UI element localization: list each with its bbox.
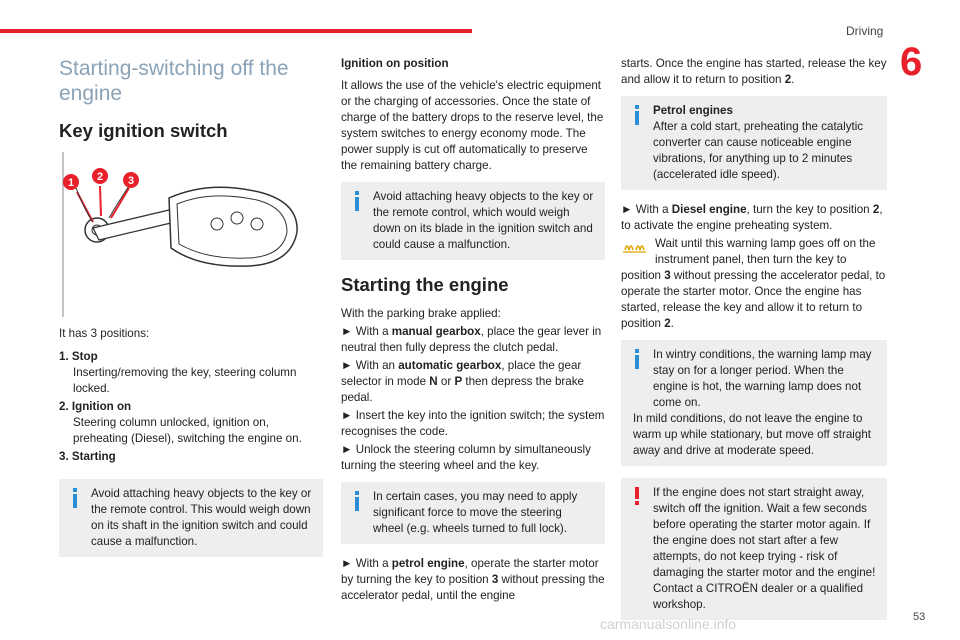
warning-text: If the engine does not start straight away, switch off the ignition. Wait a few seconds before operating the starter motor again. If the engine does not start after a few attempts, do not keep trying - risk of damaging the starter motor and the engine! Contact a CITROËN dealer or a qualified workshop. [653,486,876,611]
position-number: 1. [59,350,69,363]
chapter-number: 6 [900,40,923,84]
warning-note [621,478,887,620]
marker-2-label: 2 [96,171,104,183]
petrol-continued: starts. Once the engine has started, release the key and allow it to return to position 2. [621,57,887,86]
info-note [341,182,605,260]
info-icon [634,105,641,125]
positions-list [59,349,323,465]
page-number: 53 [913,611,926,623]
key-ignition-diagram [59,152,323,322]
note-text: Avoid attaching heavy objects to the key or the remote control. This would weigh down on its shaft in the ignition switch and could cause a malfunction. [91,487,312,548]
step-unlock-column: ► Unlock the steering column by simultaneously turning the steering wheel and the key. [341,443,591,472]
info-icon [354,191,361,211]
note-text: In certain cases, you may need to apply significant force to move the steering wheel (e.g. wheels turned to full lock). [373,490,578,535]
info-note [341,482,605,544]
note-text-mild: In mild conditions, do not leave the engine to warm up while stationary, but move off straight away and drive at moderate speed. [633,412,871,457]
position-title: Ignition on [71,400,132,413]
position-item [59,449,323,465]
position-title: Starting [71,450,116,463]
section-title: Starting-switching off the engine [59,57,289,105]
key-illustration [59,152,323,322]
info-note-winter [621,340,887,466]
info-icon [354,491,361,511]
step-manual: ► With a manual gearbox, place the gear lever in neutral then fully depress the clutch pedal. [341,325,602,354]
info-note [59,479,323,557]
info-icon [72,488,79,508]
note-text: After a cold start, preheating the catalytic converter can cause noticeable engine vibrations, for anything up to 2 minutes (accelerated idle speed). [653,120,864,181]
marker-1-label: 1 [67,177,75,189]
watermark: carmanualsonline.info [600,616,737,632]
ignition-on-title: Ignition on position [341,57,449,70]
diesel-wait-text: Wait until this warning lamp goes off on the instrument panel, then turn the key to position 3 without pressing the accelerator pedal, to operate the starter motor. Once the engine has started, release the key and allow it to return to position 2. [621,237,886,330]
position-title: Stop [71,350,98,363]
warning-icon [634,487,641,507]
step-diesel: ► With a Diesel engine, turn the key to position 2, to activate the engine preheating system. [621,203,883,232]
note-petrol-title: Petrol engines [653,104,733,117]
position-desc: Inserting/removing the key, steering column locked. [73,366,297,395]
subsection-title: Key ignition switch [59,120,228,141]
preheating-warning-lamp-icon [621,238,649,256]
position-item [59,349,323,397]
marker-3-label: 3 [127,175,135,187]
header-title: Driving [846,24,884,38]
info-icon [634,349,641,369]
position-item [59,399,323,447]
step-automatic: ► With an automatic gearbox, place the gear selector in mode N or P then depress the brake pedal. [341,359,584,404]
note-text: Avoid attaching heavy objects to the key or the remote control, which would weigh down on its blade in the ignition switch and could cause a malfunction. [373,190,594,251]
step-insert-key: ► Insert the key into the ignition switch; the system recognises the code. [341,409,605,438]
info-note-petrol [621,96,887,190]
positions-intro: It has 3 positions: [59,327,150,340]
note-text: In wintry conditions, the warning lamp may stay on for a longer period. When the engine is hot, the warning lamp does not come on. [653,348,872,409]
starting-intro: With the parking brake applied: [341,307,501,320]
column-1 [59,56,323,569]
column-3 [621,56,887,632]
position-desc: Steering column unlocked, ignition on, preheating (Diesel), switching the engine on. [73,416,302,445]
ignition-on-text: It allows the use of the vehicle's electric equipment or the charging of accessories. Once the state of charge of the battery drops to the reserve level, the system switches to energy economy mode. The power supply is cut off automatically to preserve the remaining battery charge. [341,79,604,172]
column-2 [341,56,605,611]
position-number: 3. [59,450,69,463]
header-accent-bar [0,29,472,33]
position-number: 2. [59,400,69,413]
step-petrol: ► With a petrol engine, operate the starter motor by turning the key to position 3 without pressing the accelerator pedal, until the engine [341,557,605,602]
starting-engine-title: Starting the engine [341,274,509,295]
